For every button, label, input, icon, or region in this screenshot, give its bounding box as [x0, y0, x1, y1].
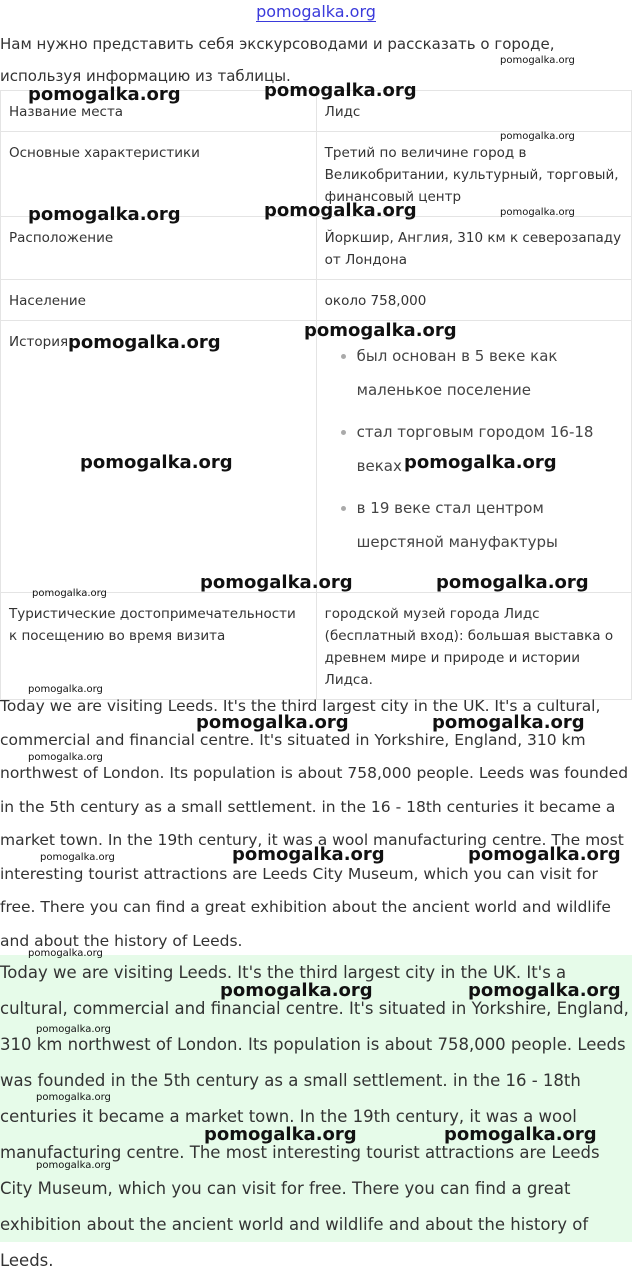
watermark: pomogalka.org — [68, 332, 221, 353]
row-value: Третий по величине город в Великобритании, культурный, торговый, финансовый центр — [316, 132, 631, 217]
watermark: pomogalka.org — [80, 452, 233, 473]
table-row — [1, 321, 632, 593]
watermark: pomogalka.org — [500, 55, 575, 66]
watermark: pomogalka.org — [468, 980, 621, 1001]
watermark: pomogalka.org — [264, 80, 417, 101]
watermark: pomogalka.org — [468, 844, 621, 865]
list-item: • был основан в 5 веке как маленькое поселение — [357, 339, 623, 407]
row-value: Йоркшир, Англия, 310 км к северозападу от Лондона — [316, 217, 631, 280]
watermark: pomogalka.org — [444, 1124, 597, 1145]
row-key: История — [1, 321, 317, 593]
watermark: pomogalka.org — [204, 1124, 357, 1145]
table-row — [1, 593, 632, 700]
table-row — [1, 132, 632, 217]
watermark: pomogalka.org — [28, 204, 181, 225]
intro-text: Нам нужно представить себя экскурсоводами и рассказать о городе, используя информацию из таблицы. — [0, 35, 555, 85]
row-key: Население — [1, 280, 317, 321]
watermark: pomogalka.org — [220, 980, 373, 1001]
row-value-list — [316, 321, 631, 593]
row-key: Основные характеристики — [1, 132, 317, 217]
row-value: около 758,000 — [316, 280, 631, 321]
row-key: Расположение — [1, 217, 317, 280]
table-row — [1, 280, 632, 321]
list-item: • в 19 веке стал центром шерстяной мануфактуры — [357, 491, 623, 559]
table-row — [1, 91, 632, 132]
watermark: pomogalka.org — [32, 588, 107, 599]
watermark: pomogalka.org — [304, 320, 457, 341]
history-list — [325, 339, 623, 559]
info-table — [0, 90, 632, 700]
watermark: pomogalka.org — [264, 200, 417, 221]
watermark: pomogalka.org — [196, 712, 349, 733]
row-value: Лидс — [316, 91, 631, 132]
answer-paragraph: Today we are visiting Leeds. It's the third largest city in the UK. It's a cultural, commercial and financial centre. It's situated in Yorkshire, England, 310 km northwest of London. Its population is about 758,000 people. Leeds was founded in the 5th century as a small settlement. in the 16 - 18th centuries it became a market town. In the 19th century, it was a wool manufacturing centre. The most interesting tourist attractions are Leeds City Museum, which you can visit for free. There you can find a great exhibition about the ancient world and wildlife and about the history of Leeds. — [0, 697, 629, 950]
watermark: pomogalka.org — [500, 207, 575, 218]
list-item: • стал торговым городом 16-18 веках — [357, 415, 623, 483]
watermark: pomogalka.org — [28, 84, 181, 105]
watermark: pomogalka.org — [36, 1160, 111, 1171]
watermark: pomogalka.org — [436, 572, 589, 593]
site-header — [0, 0, 632, 24]
watermark: pomogalka.org — [28, 752, 103, 763]
watermark: pomogalka.org — [28, 948, 103, 959]
watermark: pomogalka.org — [36, 1024, 111, 1035]
watermark: pomogalka.org — [404, 452, 557, 473]
watermark: pomogalka.org — [432, 712, 585, 733]
table-row — [1, 217, 632, 280]
row-key: Туристические достопримечательности к посещению во время визита — [1, 593, 317, 700]
row-key: Название места — [1, 91, 317, 132]
watermark: pomogalka.org — [36, 1092, 111, 1103]
watermark: pomogalka.org — [40, 852, 115, 863]
watermark: pomogalka.org — [232, 844, 385, 865]
answer-paragraph-highlighted: Today we are visiting Leeds. It's the third largest city in the UK. It's a cultural, commercial and financial centre. It's situated in Yorkshire, England, 310 km northwest of London. Its population is about 758,000 people. Leeds was founded in the 5th century as a small settlement. in the 16 - 18th centuries it became a market town. In the 19th century, it was a wool manufacturing centre. The most interesting tourist attractions are Leeds City Museum, which you can visit for free. There you can find a great exhibition about the ancient world and wildlife and about the history of Leeds. — [0, 955, 632, 1242]
row-value: городской музей города Лидс (бесплатный вход): большая выставка о древнем мире и природе и истории Лидса. — [316, 593, 631, 700]
watermark: pomogalka.org — [200, 572, 353, 593]
watermark: pomogalka.org — [500, 131, 575, 142]
watermark: pomogalka.org — [28, 684, 103, 695]
site-link[interactable]: pomogalka.org — [256, 2, 376, 21]
